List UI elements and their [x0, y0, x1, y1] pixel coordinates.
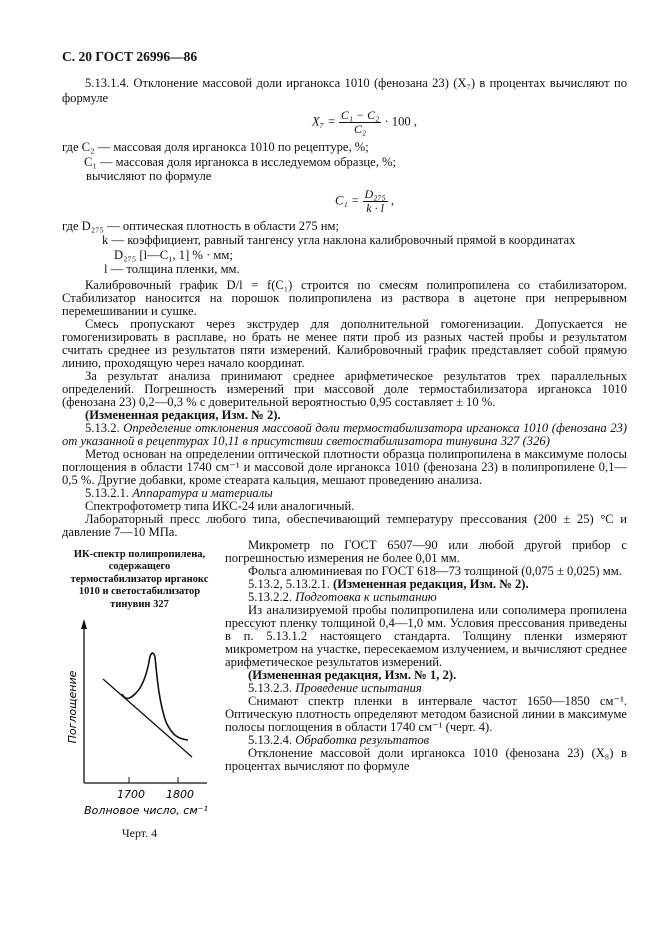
figure-and-right-column — [62, 539, 627, 842]
formula-tail: · 100 , — [384, 114, 417, 129]
formula-denominator: C₂ — [353, 122, 367, 136]
y-axis-label: Поглощение — [66, 670, 79, 744]
where-k-units: D₂₇₅ [l—C₁, 1] % · мм; — [114, 247, 233, 262]
x-tick-label: 1700 — [117, 788, 145, 801]
page-header: С. 20 ГОСТ 26996—86 — [62, 49, 198, 64]
where-block-2 — [62, 219, 627, 277]
section-5-13-2-1 — [62, 487, 627, 500]
compute-by-formula: вычисляют по формуле — [86, 169, 212, 183]
paragraph-processing: Отклонение массовой доли ирганокса 1010 (фенозана 23) (X₈) в процентах вычисляют по формуле — [225, 745, 627, 773]
x-axis-label: Волновое число, см⁻¹ — [84, 804, 208, 817]
paragraph-preparation: Из анализируемой пробы полипропилена или сополимера пропилена прессуют пленку толщиной 0,4—1,0 мм. Условия прессования приведены в п. 5.13.1.2 настоящего стандарта. Толщину пленки измеряют микрометром на участке, пересекаемом излучением, и вычисляют среднее арифметическое результатов измерений. — [225, 602, 627, 669]
formula-numerator: C₁ − C₂ — [340, 108, 380, 122]
section-title: Определение отклонения массовой доли термостабилизатора ирганокса 1010 (фенозана 23) от указанной в рецептурах 10,11 в присутствии светостабилизатора тинувина 327 (326) — [62, 420, 627, 448]
paragraph-testing: Снимают спектр пленки в интервале частот 1650—1850 см⁻¹. Оптическую плотность определяют методом базисной линии в максимуме полосы поглощения в области 1740 см⁻¹ (черт. 4). — [225, 693, 627, 734]
y-axis-arrow-icon — [81, 619, 87, 629]
section-number: 5.13.2.4. — [248, 732, 293, 747]
ir-spectrum-figure — [62, 617, 217, 822]
formula-lhs: X₇ = — [311, 114, 336, 129]
left-flow — [62, 279, 627, 539]
x-tick-label: 1800 — [166, 788, 194, 801]
section-title: Подготовка к испытанию — [295, 589, 437, 604]
figure-caption: Черт. 4 — [121, 826, 158, 840]
right-column — [225, 539, 627, 842]
paragraph-5-13-1-4: 5.13.1.4. Отклонение массовой доли ирганокса 1010 (фенозана 23) (X₇) в процентах вычисляют по формуле — [62, 76, 627, 105]
paragraph-result: За результат анализа принимают среднее арифметическое результатов трех параллельных определений. Погрешность измерений при массовой доле термостабилизатора ирганокса 1010 (фенозана 23) 0,2—0,3 % с доверительной вероятностью 0,95 составляет ± 10 %. — [62, 368, 627, 409]
paragraph-press: Лабораторный пресс любого типа, обеспечивающий температуру прессования (200 ± 25) °С и давление 7—10 МПа. — [62, 511, 627, 539]
paragraph-method: Метод основан на определении оптической плотности образца полипропилена в максимуме полосы поглощения в области 1740 см⁻¹ и массовой доле ирганокса 1010 (фенозана 23) в полипропилене 0,1—0,5 %. Другие добавки, кроме стеарата кальция, мешают проведению анализа. — [62, 446, 627, 487]
formula-c1 — [62, 188, 627, 215]
where-c2: где C₂ — массовая доля ирганокса 1010 по рецептуре, %; — [62, 140, 369, 154]
section-5-13-2-3 — [225, 682, 627, 695]
formula-x7 — [62, 109, 627, 136]
where-block-1 — [62, 140, 627, 184]
section-number: 5.13.2, 5.13.2.1. — [248, 576, 330, 591]
section-title: Аппаратура и материалы — [132, 485, 273, 500]
section-5-13-2 — [62, 422, 627, 448]
section-number: 5.13.2.1. — [85, 485, 130, 500]
amendment-note: (Измененная редакция, Изм. № 2). — [333, 576, 529, 591]
formula-denominator: k · l — [366, 200, 384, 215]
spectrum-curve — [122, 653, 188, 740]
section-title: Обработка результатов — [295, 732, 430, 747]
page-body — [62, 76, 627, 841]
figure-title: ИК-спектр полипропилена, содержащего термостабилизатор ирганокс 1010 и светостабилизатор тинувин 327 — [70, 548, 209, 610]
figure-column — [62, 539, 217, 842]
paragraph-mixture: Смесь пропускают через экструдер для дополнительной гомогенизации. Допускается не гомогенизировать в расплаве, но брать не менее пяти проб из разных частей пробы и результатом считать среднее из результатов пяти измерений. Калибровочный график представляет собой прямую линию, проходящую через начало координат. — [62, 316, 627, 370]
section-5-13-2-2 — [225, 591, 627, 604]
where-l: l — толщина пленки, мм. — [104, 262, 240, 276]
paragraph-foil: Фольга алюминиевая по ГОСТ 618—73 толщиной (0,075 ± 0,025) мм. — [248, 563, 622, 578]
section-number: 5.13.2. — [85, 420, 120, 435]
amendment-note: (Измененная редакция, Изм. № 2). — [85, 407, 281, 422]
where-c1: C₁ — массовая доля ирганокса в исследуемом образце, %; — [84, 154, 396, 169]
where-k: k — коэффициент, равный тангенсу угла наклона калибровочный прямой в координатах — [102, 233, 576, 247]
paragraph-spectrophotometer: Спектрофотометр типа ИКС-24 или аналогичный. — [85, 498, 355, 513]
section-number: 5.13.2.3. — [248, 680, 293, 695]
section-5-13-2-4 — [225, 734, 627, 747]
where-d275: где D₂₇₅ — оптическая плотность в области 275 нм; — [62, 218, 339, 233]
amendment-note: (Измененная редакция, Изм. № 1, 2). — [248, 667, 457, 682]
formula-numerator: D₂₇₅ — [364, 186, 386, 201]
baseline — [103, 679, 192, 757]
paragraph-calibration: Калибровочный график D/l = f(C₁) строится по смесям полипропилена со стабилизатором. Стабилизатор наносится на порошок полипропилена из раствора в ацетоне при непрерывном перемешивании и сушке. — [62, 277, 627, 318]
formula-tail: , — [390, 192, 395, 207]
section-number: 5.13.2.2. — [248, 589, 293, 604]
formula-lhs: C₁ = — [334, 192, 360, 207]
paragraph-micrometer: Микрометр по ГОСТ 6507—90 или любой другой прибор с погрешностью измерения не более 0,01 мм. — [225, 537, 627, 565]
section-title: Проведение испытания — [295, 680, 422, 695]
